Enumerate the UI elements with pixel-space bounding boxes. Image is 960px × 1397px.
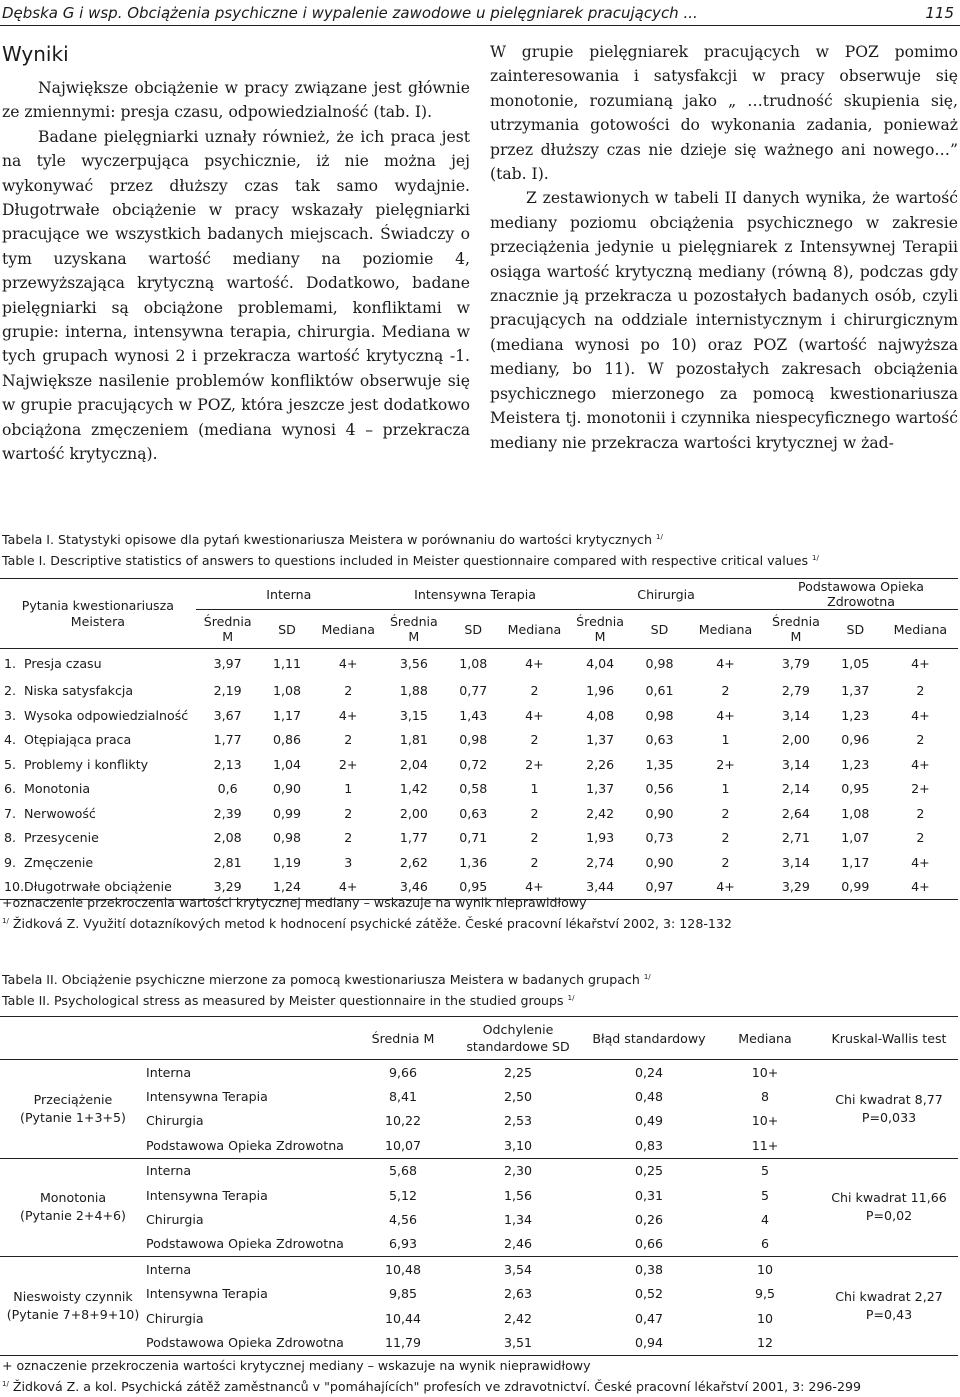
question-cell: [0, 752, 196, 777]
table-1-subheader: Średnia M: [568, 610, 632, 649]
value-cell: 4+: [911, 854, 930, 870]
value-cell: 4+: [501, 875, 568, 900]
value-cell: 4,04: [586, 656, 615, 672]
p-value: P=0,43: [865, 1306, 913, 1322]
value-cell: 4+: [525, 656, 544, 672]
group-label-cell: [0, 1257, 146, 1356]
question-label: Problemy i konflikty: [24, 756, 149, 772]
value-cell: 1,56: [503, 1187, 533, 1203]
group-items: (Pytanie 7+8+9+10): [6, 1306, 140, 1322]
table-1-caption-en: Table I. Descriptive statistics of answers to questions included in Meister questionnaire compared with respective critical values $^{1/}$: [2, 553, 819, 569]
table-2-note-ref: $^{1/}$ Židková Z. a kol. Psychická zátěž zaměstnanců v "pomáhajících" profesích ve zdravotnictví. České pracovní lékařství 2001, 3: 296-299: [2, 1379, 862, 1395]
paragraph: Największe obciążenie w pracy związane jest głównie ze zmiennymi: presja czasu, odpowiedzialność (tab. I).: [2, 79, 470, 122]
value-cell: 1,88: [399, 683, 428, 699]
value-cell: 1,35: [645, 756, 674, 772]
value-cell: 0,98: [645, 707, 674, 723]
value-cell: 0,90: [645, 805, 674, 821]
value-cell: 2: [916, 805, 925, 821]
question-label: Niska satysfakcja: [24, 683, 134, 699]
value-cell: 2: [721, 683, 730, 699]
value-cell: 0,61: [645, 683, 674, 699]
table-2-caption-pl: Tabela II. Obciążenie psychiczne mierzone za pomocą kwestionariusza Meistera w badanych grupach $^{1/}$: [2, 972, 651, 988]
value-cell: 0,98: [645, 656, 674, 672]
value-cell: 0,58: [459, 781, 488, 797]
header-rule: [0, 25, 960, 26]
table-2-header: Mediana: [710, 1017, 820, 1060]
value-cell: 4+: [716, 656, 735, 672]
table-1-section: [0, 528, 960, 932]
value-cell: 1,42: [399, 781, 428, 797]
group-label-cell: [0, 1158, 146, 1257]
value-cell: 11,79: [358, 1330, 448, 1355]
paragraph: W grupie pielęgniarek pracujących w POZ pomimo zainteresowania i satysfakcji w pracy obserwuje się monotonie, rozumianą jako „ …trudność skupienia się, utrzymania gotowości do wykonania zadania, ponieważ przez dłuższy czas nie dzieje się ważnego ani nowego…” (tab. I).: [490, 43, 958, 184]
value-cell: 2: [344, 805, 353, 821]
table-2-empty-header: [146, 1017, 358, 1060]
value-cell: 0,95: [841, 781, 870, 797]
value-cell: 2: [721, 854, 730, 870]
value-cell: 2,25: [503, 1064, 533, 1080]
value-cell: 0,52: [634, 1286, 664, 1302]
value-cell: 0,99: [272, 805, 302, 821]
table-1-subheader: Mediana: [883, 610, 958, 649]
question-label: Presja czasu: [24, 656, 102, 672]
value-cell: 5,68: [358, 1158, 448, 1183]
question-number: 3.: [4, 707, 17, 723]
value-cell: 2+: [525, 756, 544, 772]
table-row: [0, 801, 958, 826]
paragraph: Z zestawionych w tabeli II danych wynika, że wartość mediany poziomu obciążenia psychicznego w zakresie przeciążenia jedynie u pielęgniarek z Intensywnej Terapii osiąga wartość krytyczną mediany (równą 8), podczas gdy znacznie ją przekracza u pozostałych badanych osób, czyli pracujących na oddziale internistycznym i chirurgicznym (mediana wynosi po 10) oraz POZ (wartość najwyższa mediany, bo 11). W pozostałych zakresach obciążenia psychicznego mierzonego za pomocą kwestionariusza Meistera tj. monotonii i czynnika niespecyficznego wartość mediany nie przekracza wartości krytycznej w żad-: [490, 189, 958, 452]
value-cell: 4+: [314, 875, 381, 900]
value-cell: 0,98: [272, 830, 302, 846]
table-1-caption-pl: Tabela I. Statystyki opisowe dla pytań kwestionariusza Meistera w porównaniu do wartości krytycznych $^{1/}$: [2, 532, 663, 548]
question-cell: [0, 850, 196, 875]
value-cell: 2,26: [586, 756, 615, 772]
value-cell: 3,14: [781, 756, 810, 772]
value-cell: 3,14: [781, 854, 810, 870]
question-number: 8.: [4, 830, 17, 846]
question-label: Długotrwałe obciążenie: [24, 879, 172, 895]
question-cell: [0, 728, 196, 753]
table-1-subheader: SD: [828, 610, 883, 649]
value-cell: 1,37: [586, 732, 615, 748]
value-cell: 6: [760, 1236, 769, 1252]
value-cell: 1,77: [399, 830, 428, 846]
value-cell: 10+: [751, 1064, 779, 1080]
value-cell: 2: [530, 830, 539, 846]
value-cell: 0,47: [634, 1310, 664, 1326]
table-2: [0, 1016, 958, 1356]
question-label: Wysoka odpowiedzialność: [24, 707, 189, 723]
value-cell: 9,5: [754, 1286, 776, 1302]
value-cell: 1,19: [272, 854, 302, 870]
value-cell: 3,15: [399, 707, 428, 723]
table-row: [0, 752, 958, 777]
value-cell: 0,72: [459, 756, 488, 772]
group-items: (Pytanie 1+3+5): [20, 1109, 126, 1125]
value-cell: 4+: [883, 875, 958, 900]
value-cell: 0,90: [272, 781, 302, 797]
question-cell: [0, 679, 196, 704]
value-cell: 4+: [338, 656, 358, 672]
question-cell: [0, 801, 196, 826]
value-cell: 3,44: [568, 875, 632, 900]
p-value: P=0,033: [861, 1109, 917, 1125]
value-cell: 3,56: [399, 656, 428, 672]
table-row: [0, 777, 958, 802]
table-1-note-ref: $^{1/}$ Židková Z. Využití dotazníkových metod k hodnocení psychické zátěže. České pracovní lékařství 2002, 3: 128-132: [2, 916, 732, 932]
value-cell: 1: [344, 781, 353, 797]
value-cell: 0,95: [446, 875, 501, 900]
value-cell: 0,56: [645, 781, 674, 797]
value-cell: 0,26: [634, 1212, 664, 1228]
question-label: Monotonia: [24, 781, 91, 797]
value-cell: 2,08: [213, 830, 242, 846]
value-cell: 4+: [338, 707, 358, 723]
value-cell: 3,10: [503, 1137, 533, 1153]
question-cell: [0, 703, 196, 728]
value-cell: 0,25: [588, 1158, 710, 1183]
value-cell: 2,30: [448, 1158, 588, 1183]
value-cell: 1: [530, 781, 539, 797]
table-1-subheader: SD: [632, 610, 687, 649]
value-cell: 2,53: [503, 1113, 533, 1129]
group-name: Monotonia: [39, 1190, 107, 1206]
value-cell: 4,56: [388, 1212, 418, 1228]
value-cell: 2,39: [213, 805, 242, 821]
table-row: [0, 826, 958, 851]
value-cell: 8: [760, 1089, 769, 1105]
p-value: P=0,02: [865, 1208, 913, 1224]
value-cell: 2,79: [781, 683, 810, 699]
question-number: 9.: [4, 854, 17, 870]
value-cell: 3,67: [213, 707, 242, 723]
table-row: [0, 1158, 958, 1183]
value-cell: 2,14: [781, 781, 810, 797]
value-cell: 10,07: [384, 1137, 422, 1153]
value-cell: 0,77: [459, 683, 488, 699]
value-cell: 2+: [716, 756, 735, 772]
value-cell: 0,31: [634, 1187, 664, 1203]
value-cell: 11+: [751, 1137, 779, 1153]
value-cell: 10,44: [384, 1310, 422, 1326]
site-cell: Podstawowa Opieka Zdrowotna: [146, 1330, 358, 1355]
site-cell: Chirurgia: [146, 1310, 204, 1326]
kruskal-wallis-cell: [820, 1060, 958, 1159]
value-cell: 2: [916, 830, 925, 846]
site-cell: Intensywna Terapia: [146, 1286, 268, 1302]
value-cell: 0,98: [459, 732, 488, 748]
value-cell: 1,17: [272, 707, 302, 723]
table-2-empty-header: [0, 1017, 146, 1060]
value-cell: 1,23: [841, 707, 870, 723]
value-cell: 2,42: [503, 1310, 533, 1326]
table-1-subheader: SD: [260, 610, 315, 649]
table-1-subheader: Średnia M: [196, 610, 260, 649]
table-1-subheader: Średnia M: [764, 610, 828, 649]
value-cell: 1,93: [586, 830, 615, 846]
value-cell: 1,05: [841, 656, 870, 672]
value-cell: 2: [916, 683, 925, 699]
value-cell: 1: [721, 781, 730, 797]
value-cell: 0,66: [634, 1236, 664, 1252]
question-number: 2.: [4, 683, 17, 699]
value-cell: 0,97: [632, 875, 687, 900]
value-cell: 1,24: [260, 875, 315, 900]
value-cell: 2,71: [781, 830, 810, 846]
value-cell: 3,29: [764, 875, 828, 900]
value-cell: 0,73: [645, 830, 674, 846]
value-cell: 0,63: [645, 732, 674, 748]
value-cell: 10: [710, 1257, 820, 1282]
value-cell: 2: [344, 732, 353, 748]
question-label: Otępiająca praca: [24, 732, 132, 748]
table-2-header: Błąd standardowy: [588, 1017, 710, 1060]
paragraph: Badane pielęgniarki uznały również, że ich praca jest na tyle wyczerpująca psychicznie, iż nie można jej wykonywać przez dłuższy czas tak samo wydajnie. Długotrwałe obciążenie w pracy wskazały pielęgniarki pracujące we wszystkich badanych miejscach. Świadczy o tym uzyskana wartość mediany na poziomie 4, przewyższająca krytyczną wartość. Dodatkowo, badane pielęgniarki są obciążone problemami, konfliktami w grupie: interna, intensywna terapia, chirurgia. Mediana w tych grupach wynosi 2 i przekracza wartość krytyczną -1. Największe nasilenie problemów konfliktów obserwuje się w grupie pracujących w POZ, która jeszcze jest dodatkowo obciążona zmęczeniem (mediana wynosi 4 – przekracza wartość krytyczną).: [2, 127, 470, 464]
value-cell: 4+: [525, 707, 544, 723]
value-cell: 2: [530, 683, 539, 699]
question-cell: [0, 826, 196, 851]
value-cell: 4+: [911, 656, 930, 672]
group-items: (Pytanie 2+4+6): [20, 1208, 126, 1224]
value-cell: 0,99: [828, 875, 883, 900]
section-heading: Wyniki: [2, 42, 69, 66]
value-cell: 9,85: [388, 1286, 418, 1302]
value-cell: 2,46: [503, 1236, 533, 1252]
site-cell: Chirurgia: [146, 1113, 204, 1129]
value-cell: 3,46: [382, 875, 446, 900]
value-cell: 4,08: [586, 707, 615, 723]
site-cell: Intensywna Terapia: [146, 1089, 268, 1105]
value-cell: 1,07: [841, 830, 870, 846]
value-cell: 0,90: [645, 854, 674, 870]
right-column: [490, 40, 958, 455]
table-1-subheader: Mediana: [501, 610, 568, 649]
chi-square-value: Chi kwadrat 8,77: [835, 1091, 943, 1107]
value-cell: 0,24: [634, 1064, 664, 1080]
site-cell: Interna: [146, 1064, 192, 1080]
table-row: [0, 1060, 958, 1085]
question-number: 1.: [4, 656, 17, 672]
value-cell: 2+: [911, 781, 930, 797]
value-cell: 2,00: [399, 805, 428, 821]
value-cell: 1,08: [459, 656, 488, 672]
value-cell: 1,36: [459, 854, 488, 870]
question-label: Przesycenie: [24, 830, 99, 846]
value-cell: 2: [721, 805, 730, 821]
table-1: [0, 578, 958, 900]
question-number: 4.: [4, 732, 17, 748]
value-cell: 1: [721, 732, 730, 748]
value-cell: 2,74: [586, 854, 615, 870]
table-row: [0, 649, 958, 679]
value-cell: 1,08: [841, 805, 870, 821]
value-cell: 2,50: [503, 1089, 533, 1105]
value-cell: 0,96: [841, 732, 870, 748]
value-cell: 2+: [338, 756, 358, 772]
table-2-header: Kruskal-Wallis test: [820, 1017, 958, 1060]
value-cell: 6,93: [388, 1236, 418, 1252]
table-row: [0, 679, 958, 704]
value-cell: 2,42: [586, 805, 615, 821]
value-cell: 2,62: [399, 854, 428, 870]
table-1-note-plus: +oznaczenie przekroczenia wartości krytycznej mediany – wskazuje na wynik nieprawidłowy: [2, 895, 587, 910]
value-cell: 1,81: [399, 732, 428, 748]
value-cell: 2: [344, 683, 353, 699]
question-label: Nerwowość: [24, 805, 96, 821]
value-cell: 12: [710, 1330, 820, 1355]
site-cell: Podstawowa Opieka Zdrowotna: [146, 1137, 344, 1153]
site-cell: Podstawowa Opieka Zdrowotna: [146, 1236, 344, 1252]
value-cell: 2: [721, 830, 730, 846]
site-cell: Interna: [146, 1257, 358, 1282]
value-cell: 3,14: [781, 707, 810, 723]
question-number: 7.: [4, 805, 17, 821]
running-title: Dębska G i wsp. Obciążenia psychiczne i wypalenie zawodowe u pielęgniarek pracujących ...: [2, 4, 698, 22]
value-cell: 4+: [687, 875, 764, 900]
value-cell: 1,08: [272, 683, 302, 699]
value-cell: 3,97: [213, 656, 242, 672]
value-cell: 0,48: [634, 1089, 664, 1105]
question-cell: [0, 649, 196, 679]
value-cell: 8,41: [388, 1089, 418, 1105]
value-cell: 1,37: [841, 683, 870, 699]
kruskal-wallis-cell: [820, 1257, 958, 1356]
table-row: [0, 1257, 958, 1282]
value-cell: 2: [530, 732, 539, 748]
table-2-header: Średnia M: [358, 1017, 448, 1060]
value-cell: 4+: [716, 707, 735, 723]
page-number: 115: [925, 4, 954, 22]
table-row: [0, 703, 958, 728]
value-cell: 2,63: [503, 1286, 533, 1302]
group-name: Przeciążenie: [33, 1091, 113, 1107]
value-cell: 0,38: [588, 1257, 710, 1282]
value-cell: 2: [530, 805, 539, 821]
table-1-group-header: Interna: [196, 579, 382, 610]
table-2-caption-en: Table II. Psychological stress as measured by Meister questionnaire in the studied groups $^{1/}$: [2, 993, 575, 1009]
value-cell: 1,11: [272, 656, 302, 672]
value-cell: 10+: [751, 1113, 779, 1129]
value-cell: 0,63: [459, 805, 488, 821]
value-cell: 2: [916, 732, 925, 748]
running-header: [0, 0, 960, 28]
table-1-subheader: SD: [446, 610, 501, 649]
value-cell: 2: [530, 854, 539, 870]
value-cell: 1,96: [586, 683, 615, 699]
site-cell: Chirurgia: [146, 1212, 204, 1228]
table-row: [0, 728, 958, 753]
value-cell: 0,71: [459, 830, 488, 846]
value-cell: 1,77: [213, 732, 242, 748]
value-cell: 0,49: [634, 1113, 664, 1129]
table-1-notes: [0, 893, 958, 933]
value-cell: 3,51: [448, 1330, 588, 1355]
value-cell: 3: [344, 854, 353, 870]
table-row: [0, 850, 958, 875]
value-cell: 2,04: [399, 756, 428, 772]
question-label: Zmęczenie: [24, 854, 94, 870]
value-cell: 1,23: [841, 756, 870, 772]
table-1-subheader: Mediana: [314, 610, 381, 649]
table-2-note-plus: + oznaczenie przekroczenia wartości krytycznej mediany – wskazuje na wynik nieprawidłowy: [2, 1358, 591, 1373]
value-cell: 0,83: [634, 1137, 664, 1153]
value-cell: 1,17: [841, 854, 870, 870]
question-number: 5.: [4, 756, 17, 772]
value-cell: 10,22: [384, 1113, 422, 1129]
value-cell: 2,00: [781, 732, 810, 748]
value-cell: 2,81: [213, 854, 242, 870]
table-2-section: [0, 968, 960, 1395]
value-cell: 5: [710, 1158, 820, 1183]
value-cell: 0,94: [588, 1330, 710, 1355]
site-cell: Interna: [146, 1158, 358, 1183]
chi-square-value: Chi kwadrat 2,27: [835, 1288, 943, 1304]
value-cell: 10,48: [358, 1257, 448, 1282]
table-1-subheader: Mediana: [687, 610, 764, 649]
value-cell: 3,29: [196, 875, 260, 900]
value-cell: 5: [760, 1187, 769, 1203]
table-1-group-header: Podstawowa Opieka Zdrowotna: [764, 579, 958, 610]
kruskal-wallis-cell: [820, 1158, 958, 1257]
value-cell: 4: [760, 1212, 769, 1228]
table-1-group-header: Intensywna Terapia: [382, 579, 568, 610]
group-name: Nieswoisty czynnik: [13, 1288, 133, 1304]
value-cell: 2,13: [213, 756, 242, 772]
table-2-header: Odchylenie standardowe SD: [448, 1017, 588, 1060]
value-cell: 5,12: [388, 1187, 418, 1203]
group-label-cell: [0, 1060, 146, 1159]
value-cell: 10: [756, 1310, 774, 1326]
value-cell: 0,6: [217, 781, 238, 797]
value-cell: 0,86: [272, 732, 302, 748]
question-cell: [0, 777, 196, 802]
table-1-group-header: Chirurgia: [568, 579, 764, 610]
value-cell: 2: [344, 830, 353, 846]
table-2-notes: [0, 1356, 958, 1396]
value-cell: 1,37: [586, 781, 615, 797]
value-cell: 2,64: [781, 805, 810, 821]
value-cell: 4+: [911, 756, 930, 772]
table-1-question-header: Pytania kwestionariusza Meistera: [0, 579, 196, 649]
value-cell: 1,43: [459, 707, 488, 723]
chi-square-value: Chi kwadrat 11,66: [831, 1190, 947, 1206]
value-cell: 1,34: [503, 1212, 533, 1228]
question-number: 10.: [4, 879, 25, 895]
table-1-subheader: Średnia M: [382, 610, 446, 649]
question-number: 6.: [4, 781, 17, 797]
left-column: [2, 40, 470, 467]
value-cell: 3,54: [448, 1257, 588, 1282]
value-cell: 1,04: [272, 756, 302, 772]
value-cell: 2,19: [213, 683, 242, 699]
site-cell: Intensywna Terapia: [146, 1187, 268, 1203]
value-cell: 3,79: [781, 656, 810, 672]
value-cell: 9,66: [388, 1064, 418, 1080]
value-cell: 4+: [911, 707, 930, 723]
